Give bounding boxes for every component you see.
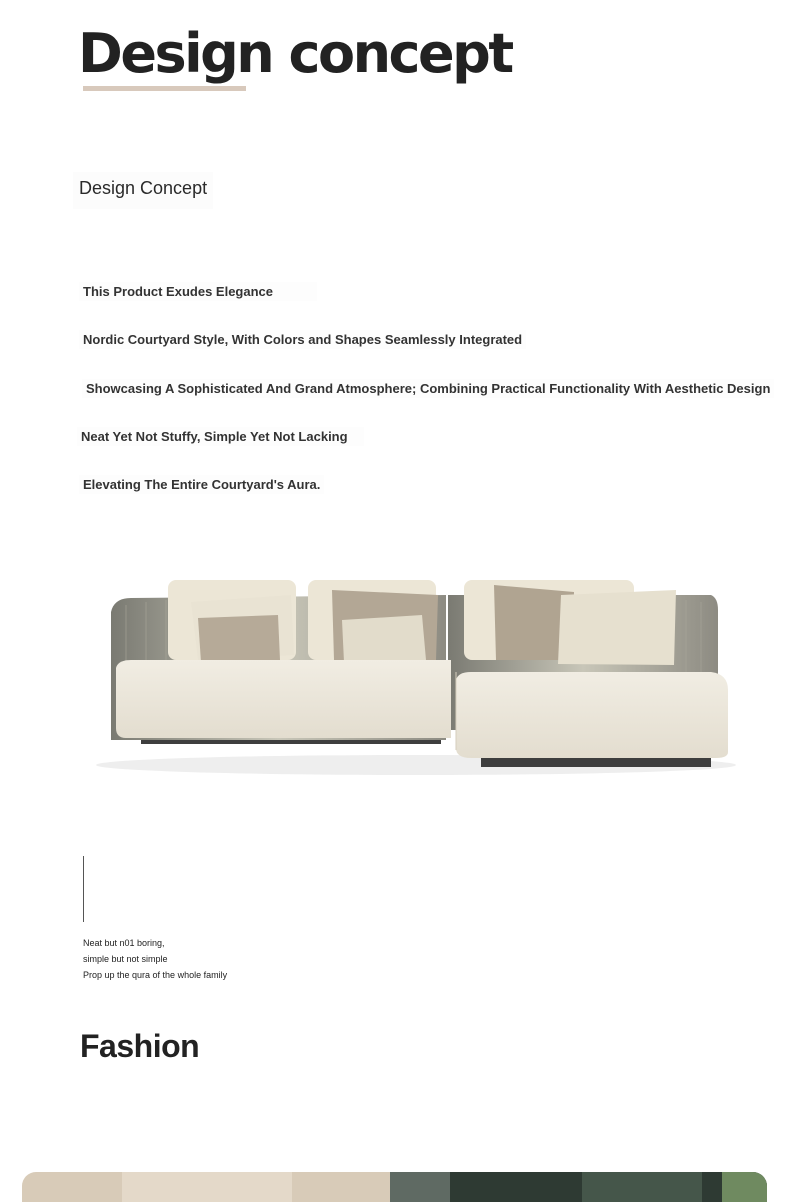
title-underline [83,86,246,91]
fashion-photo [22,1172,767,1202]
description-line-5: Elevating The Entire Courtyard's Aura. [79,475,324,494]
tagline-line-1: Neat but n01 boring, [83,938,165,948]
description-line-3: Showcasing A Sophisticated And Grand Atmosphere; Combining Practical Functionality With Aesthetic Design [82,379,774,398]
tagline-line-3: Prop up the qura of the whole family [83,970,228,980]
page-title: Design concept [78,22,512,85]
section-heading: Design Concept [73,172,213,209]
description-line-2: Nordic Courtyard Style, With Colors and Shapes Seamlessly Integrated [79,330,526,349]
fashion-heading: Fashion [80,1028,200,1064]
description-line-4: Neat Yet Not Stuffy, Simple Yet Not Lacking [77,427,364,446]
sofa-product-image [86,560,736,785]
tagline-line-2: simple but not simple [83,954,168,964]
vertical-divider [83,856,84,922]
description-line-1: This Product Exudes Elegance [79,282,317,301]
